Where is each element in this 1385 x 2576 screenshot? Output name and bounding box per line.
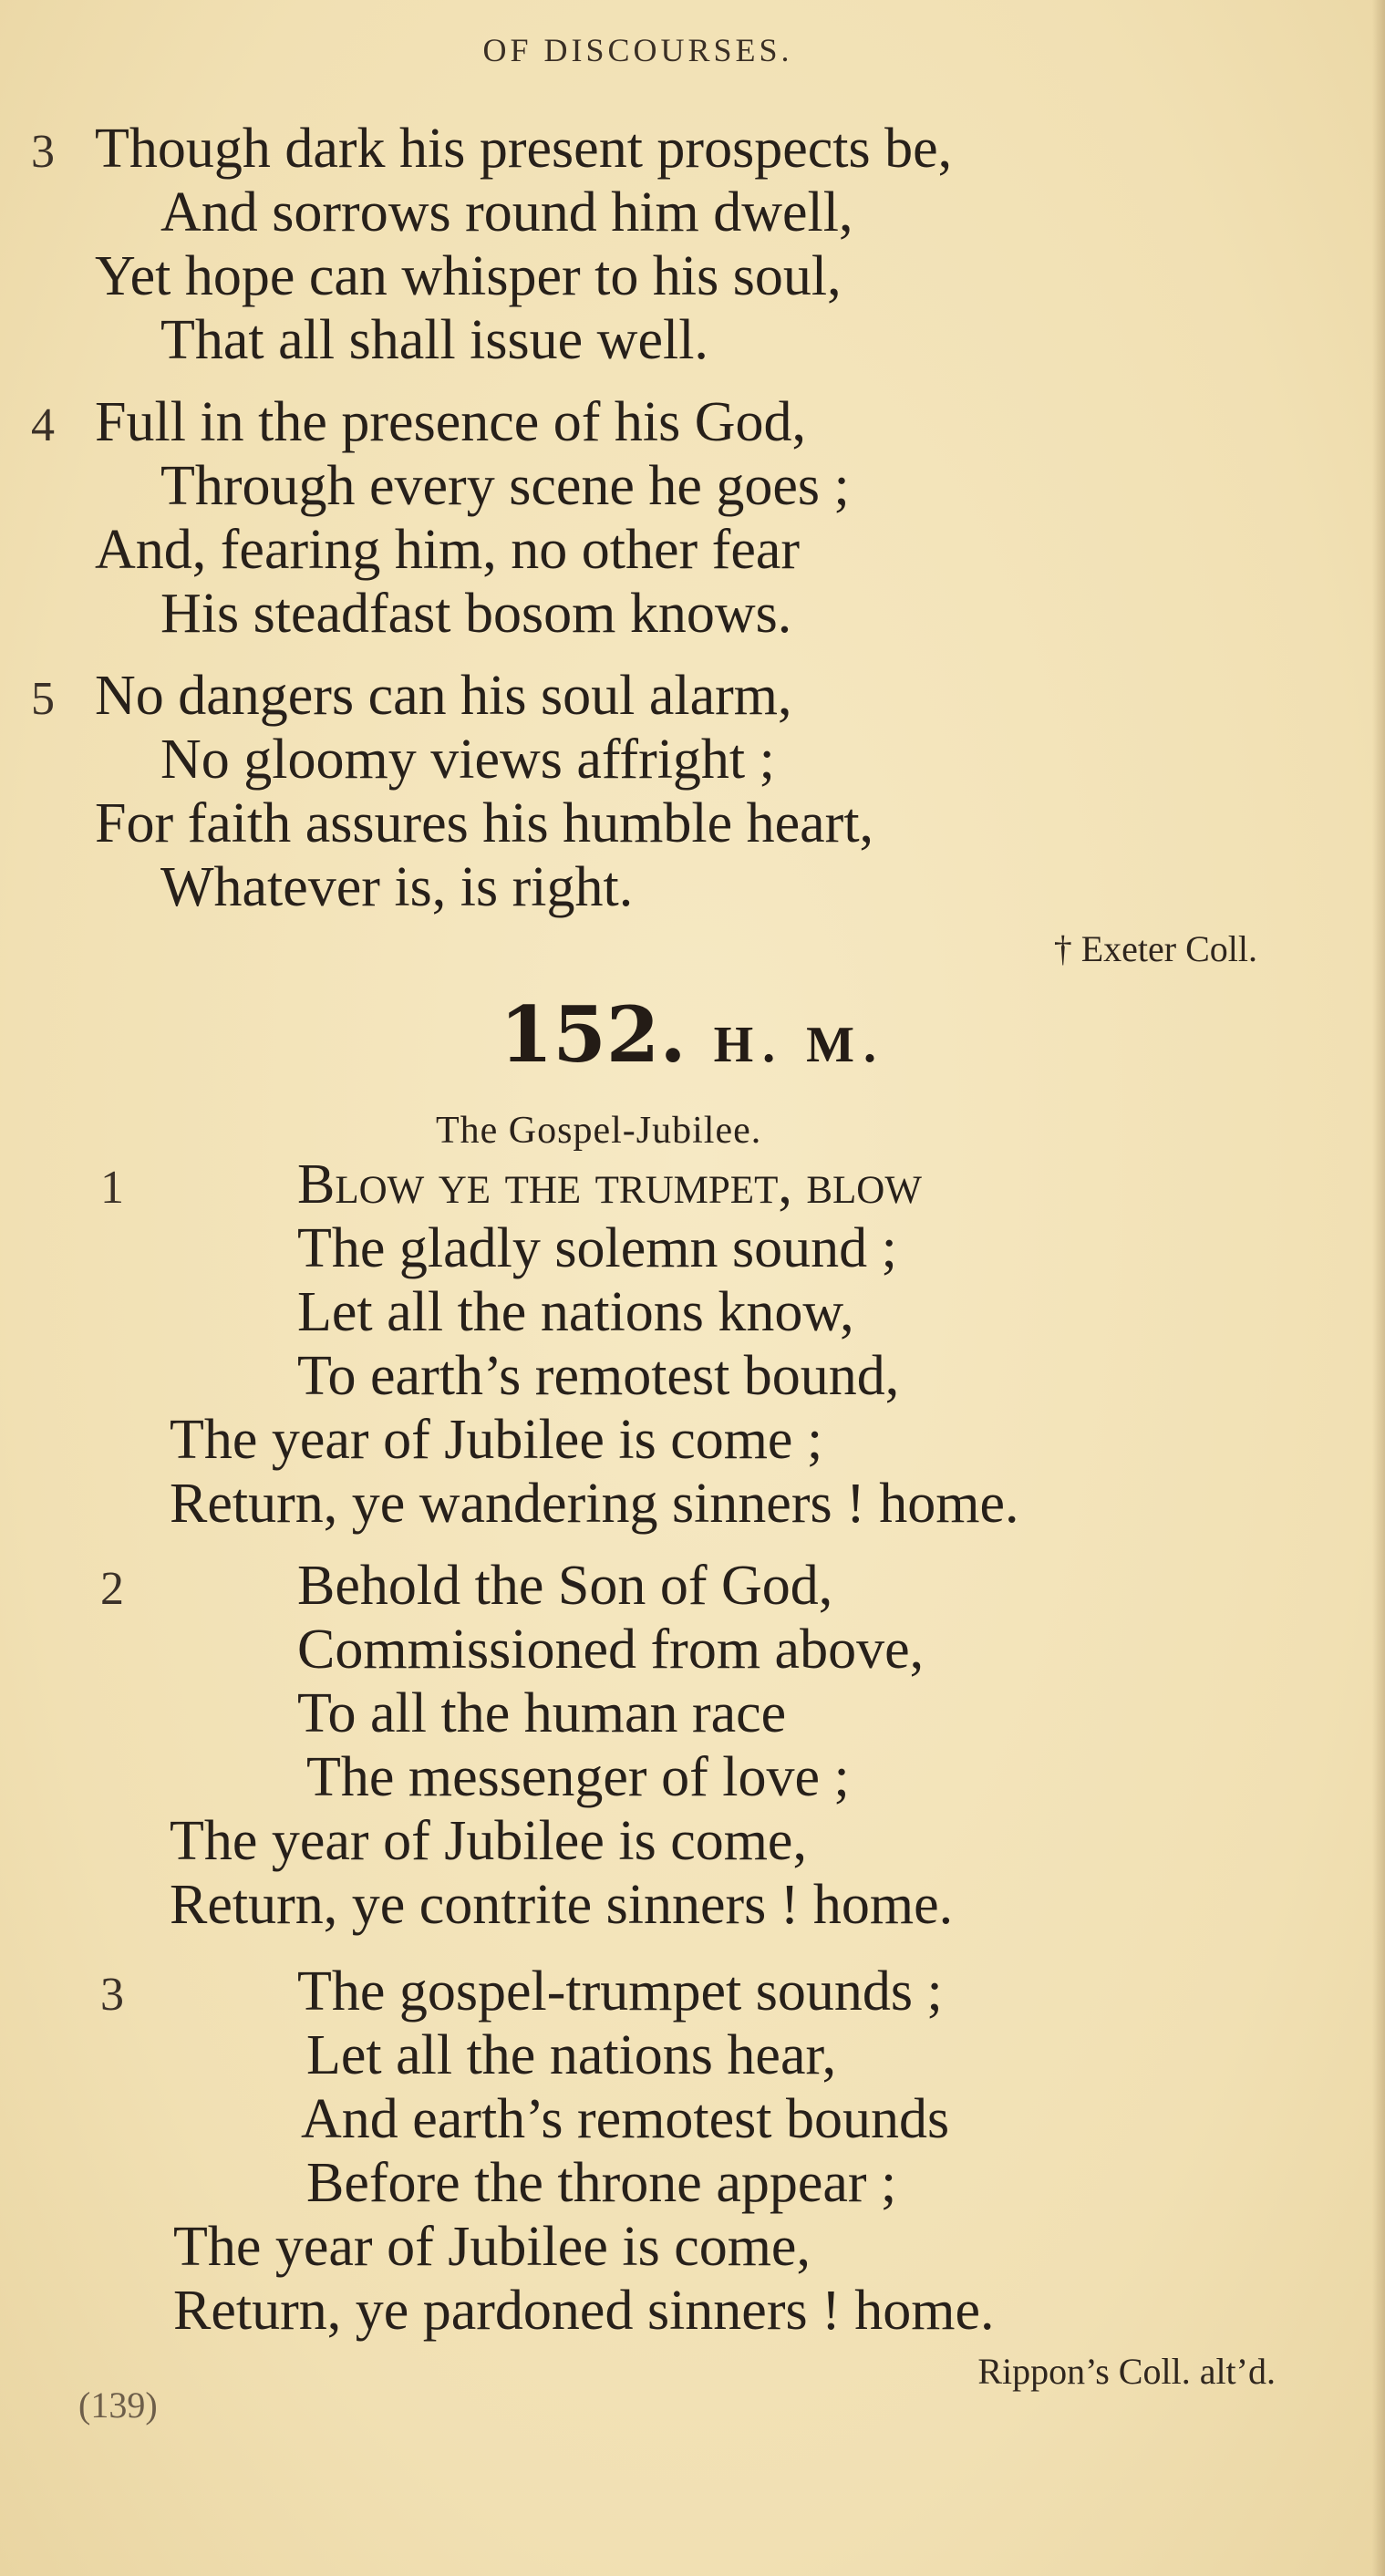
hymn-number: 152. bbox=[499, 989, 687, 1080]
attribution: Rippon’s Coll. alt’d. bbox=[977, 2351, 1276, 2392]
page-edge bbox=[1372, 0, 1385, 2576]
attribution: † Exeter Coll. bbox=[1053, 928, 1257, 969]
verse-line: Full in the presence of his God, bbox=[95, 391, 807, 453]
verse-line: The gladly solemn sound ; bbox=[297, 1217, 897, 1279]
verse-line: Let all the nations know, bbox=[297, 1281, 854, 1343]
verse-line: And, fearing him, no other fear bbox=[95, 519, 801, 581]
verse-line: The year of Jubilee is come, bbox=[173, 2216, 811, 2278]
stanza-number: 3 bbox=[100, 1969, 124, 2021]
verse-line: The messenger of love ; bbox=[306, 1746, 850, 1808]
verse-line: Before the throne appear ; bbox=[306, 2152, 897, 2214]
stanza-number: 2 bbox=[100, 1563, 124, 1615]
verse-line: The year of Jubilee is come ; bbox=[170, 1409, 823, 1471]
verse-line: Commissioned from above, bbox=[297, 1619, 925, 1681]
verse-line: Behold the Son of God, bbox=[297, 1555, 833, 1617]
hymn-heading bbox=[0, 989, 1385, 1080]
stanza-number: 5 bbox=[31, 673, 55, 725]
verse-line: No gloomy views affright ; bbox=[160, 729, 775, 791]
page-number: (139) bbox=[78, 2385, 158, 2426]
running-header: OF DISCOURSES. bbox=[482, 32, 793, 68]
verse-line: Through every scene he goes ; bbox=[160, 455, 850, 517]
stanza-number: 1 bbox=[100, 1162, 124, 1214]
verse-line: And earth’s remotest bounds bbox=[301, 2088, 950, 2150]
verse-line: Return, ye wandering sinners ! home. bbox=[170, 1473, 1019, 1535]
verse-line: That all shall issue well. bbox=[160, 309, 708, 371]
verse-line: Blow ye the trumpet, blow bbox=[297, 1154, 922, 1216]
hymn-meter: H. M. bbox=[713, 1017, 885, 1073]
verse-line: Whatever is, is right. bbox=[160, 856, 634, 918]
verse-line: No dangers can his soul alarm, bbox=[95, 665, 792, 727]
verse-line: For faith assures his humble heart, bbox=[95, 792, 874, 854]
verse-line: The year of Jubilee is come, bbox=[170, 1810, 807, 1872]
verse-line: The gospel-trumpet sounds ; bbox=[297, 1960, 943, 2023]
verse-line: Though dark his present prospects be, bbox=[95, 118, 953, 180]
verse-line: Return, ye contrite sinners ! home. bbox=[170, 1874, 954, 1936]
verse-line: To all the human race bbox=[297, 1682, 787, 1744]
stanza-number: 3 bbox=[31, 126, 55, 178]
verse-line: Yet hope can whisper to his soul, bbox=[95, 245, 842, 307]
verse-line: His steadfast bosom knows. bbox=[160, 583, 792, 645]
hymn-title: The Gospel-Jubilee. bbox=[436, 1110, 762, 1152]
verse-line: To earth’s remotest bound, bbox=[297, 1345, 900, 1407]
verse-line: And sorrows round him dwell, bbox=[160, 181, 853, 243]
verse-line: Return, ye pardoned sinners ! home. bbox=[173, 2280, 995, 2342]
verse-line: Let all the nations hear, bbox=[306, 2024, 837, 2086]
stanza-number: 4 bbox=[31, 399, 55, 451]
